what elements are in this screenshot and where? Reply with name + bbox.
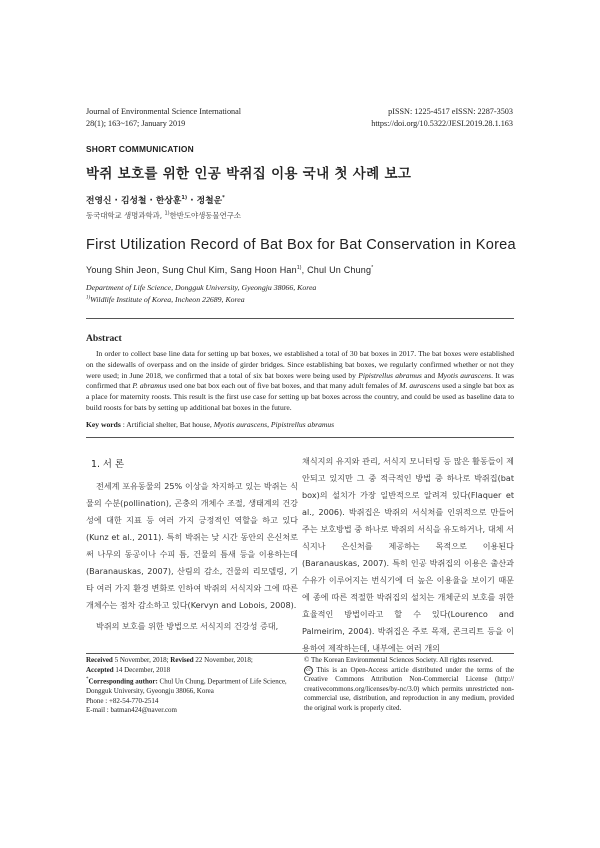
cc-license-icon: cc	[304, 666, 313, 675]
ko-corr-mark: *	[222, 195, 225, 202]
keywords-plain: : Artificial shelter, Bat house,	[120, 420, 214, 429]
received-line	[86, 656, 296, 666]
journal-header	[86, 106, 241, 130]
doi-link[interactable]: https://doi.org/10.5322/JESI.2019.28.1.163	[371, 119, 513, 128]
ko-affil-2: 한반도야생동물연구소	[169, 211, 241, 220]
species-m-aurascens: M. aurascens	[399, 381, 441, 391]
ko-affil-sup: 1)	[164, 210, 170, 217]
en-affil-sup: 1)	[86, 295, 91, 301]
english-authors	[86, 265, 373, 275]
keywords	[86, 420, 514, 429]
revised-label: Revised	[170, 656, 194, 664]
intro-paragraph-continued: 채식지의 유지와 관리, 서식지 모니터링 등 많은 활동들이 제안되고 있지만 그 중 적극적인 방법 중 하나로 박쥐집(bat box)의 설치가 가장 일반적으로 알려져 있다(Flaquer et al., 2006). 박쥐집은 박쥐의 서식처를 인위적으로 만들어 주는 보호방법 중 하나로 박쥐의 서식을 유도하거나, 대체 서식지나 은신처를 제공하는 목적으로 이용된다(Baranauskas, 2007). 특히 인공 박쥐집의 이용은 출산과 수유가 이루어지는 번식기에 더 높은 이용율을 보이기 때문에 종에 따른 적절한 박쥐집의 설치는 개체군의 보호를 위한 효율적인 방법이라고 할 수 있다(Lourenco and Palmeirim, 2004). 박쥐집은 주로 목재, 콘크리트 등을 이용하여 제작하는데, 내부에는 여러 개의	[302, 456, 514, 653]
corresponding-author	[86, 675, 296, 697]
license-text	[304, 666, 514, 714]
ko-author-sup: 1)	[181, 195, 188, 202]
article-type: SHORT COMMUNICATION	[86, 144, 194, 154]
abstract-text	[86, 349, 514, 414]
english-title: First Utilization Record of Bat Box for Bat Conservation in Korea	[86, 237, 516, 253]
keyword-myotis: Myotis aurascens	[213, 420, 268, 429]
corr-star: *	[86, 677, 89, 683]
en-author-sup: 1)	[296, 265, 302, 271]
abstract-part-4: used a single bat box as a place for maternity roosts. This result is the first use case for setting up bat boxes across the country, and could be used as baseline data to build roosts for bats by setting up additional bat boxes in the future.	[86, 381, 514, 412]
revised-date: 22 November, 2018;	[193, 656, 253, 664]
ko-affil-1: 동국대학교 생명과학과,	[86, 211, 165, 220]
accepted-date: 14 December, 2018	[113, 665, 171, 674]
ko-author-list: 전영신 · 김성철 · 한상훈	[86, 196, 182, 206]
journal-issue: 28(1); 163~167; January 2019	[86, 119, 186, 128]
keyword-separator: ,	[267, 420, 271, 429]
accepted-line	[86, 666, 296, 676]
received-date: 5 November, 2018;	[112, 656, 171, 664]
english-affiliation-1: Department of Life Science, Dongguk University, Gyeongju 38066, Korea	[86, 283, 317, 292]
body-left-column	[86, 478, 298, 635]
abstract-and: and	[421, 370, 438, 380]
copyright-line	[304, 656, 514, 666]
divider-mid	[86, 437, 514, 438]
en-author-last: , Chul Un Chung	[301, 265, 372, 275]
corr-text: Chul Un Chung, Department of Life Science, Dongguk University, Gyeongju 38066, Korea	[86, 677, 287, 696]
license-body: This is an Open-Access article distributed under the terms of the Creative Commons Attribution Non-Commercial License (http:// creativecommons.org/licenses/by-nc/3.0) which permits unrestricted non-commercial use, distribution, and reproduction in any medium, provided the original work is properly cited.	[304, 665, 514, 713]
issn: pISSN: 1225-4517 eISSN: 2287-3503	[388, 107, 513, 116]
species-myotis: Myotis aurascens	[437, 370, 492, 380]
copyright-icon: ©	[304, 656, 310, 664]
body-right-column	[302, 453, 514, 657]
section-heading-intro: 1. 서 론	[91, 459, 125, 470]
en-author-list: Young Shin Jeon, Sung Chul Kim, Sang Hoon Han	[86, 265, 297, 275]
divider-top	[86, 318, 514, 319]
journal-name: Journal of Environmental Science International	[86, 107, 242, 116]
species-pipistrellus: Pipistrellus abramus	[358, 370, 422, 380]
abstract-part-1: In order to collect base line data for setting up bat boxes, we established a total of 30 bat boxes in 2017. The bat boxes were established on the sidewalls of overpass and on the inside of girder bridges. Since establishing bat boxes, we regularly confirmed whether or not they were used; in June 2018, we confirmed that a total of six bat boxes were being used by	[86, 349, 514, 380]
en-corr-mark: *	[371, 265, 374, 271]
intro-paragraph-2: 박쥐의 보호를 위한 방법으로 서식지의 건강성 증대,	[96, 621, 279, 631]
footnote-license	[304, 656, 514, 714]
received-label: Received	[86, 656, 113, 664]
korean-authors	[86, 193, 225, 206]
korean-title: 박쥐 보호를 위한 인공 박쥐집 이용 국내 첫 사례 보고	[86, 166, 412, 182]
divider-footer	[86, 653, 514, 654]
korean-affiliation	[86, 210, 241, 221]
copyright-text: The Korean Environmental Sciences Society. All rights reserved.	[309, 656, 494, 664]
english-affiliation-2	[86, 295, 245, 304]
keyword-pipistrellus: Pipistrellus abramus	[270, 420, 335, 429]
footnote-dates	[86, 656, 296, 716]
ko-author-last: · 정철운	[187, 196, 223, 206]
intro-paragraph-1: 전세계 포유동물의 25% 이상을 차지하고 있는 박쥐는 식물의 수분(pollination), 곤충의 개체수 조절, 생태계의 건강성에 대한 지표 등 여러 가지 긍정적인 역할을 하고 있다(Kunz et al., 2011). 특히 박쥐는 낮 시간 동안의 은신처로써 나무의 동공이나 수피 틈, 건물의 틈새 등을 이용하는데(Baranauskas, 2007), 산림의 감소, 건물의 리모델링, 기타 여러 가지 환경 변화로 인하여 박쥐의 서식지와 그에 따른 개체수는 점차 감소하고 있다(Kervyn and Lobois, 2008).	[86, 481, 298, 610]
issn-header	[371, 106, 513, 130]
en-affil-2-text: Wildlife Institute of Korea, Incheon 22689, Korea	[90, 295, 245, 304]
email[interactable]: E-mail : batman424@naver.com	[86, 706, 178, 715]
corr-label: Corresponding author:	[88, 677, 158, 686]
abstract-part-3: used one bat box each out of five bat boxes, and that many adult females of	[166, 381, 400, 391]
phone: Phone : +82-54-770-2514	[86, 696, 159, 705]
species-p-abramus: P. abramus	[132, 381, 167, 391]
accepted-label: Accepted	[86, 665, 114, 674]
keywords-label: Key words	[86, 420, 121, 429]
abstract-part-2: . It was confirmed that	[86, 370, 515, 391]
abstract-heading: Abstract	[86, 333, 122, 344]
